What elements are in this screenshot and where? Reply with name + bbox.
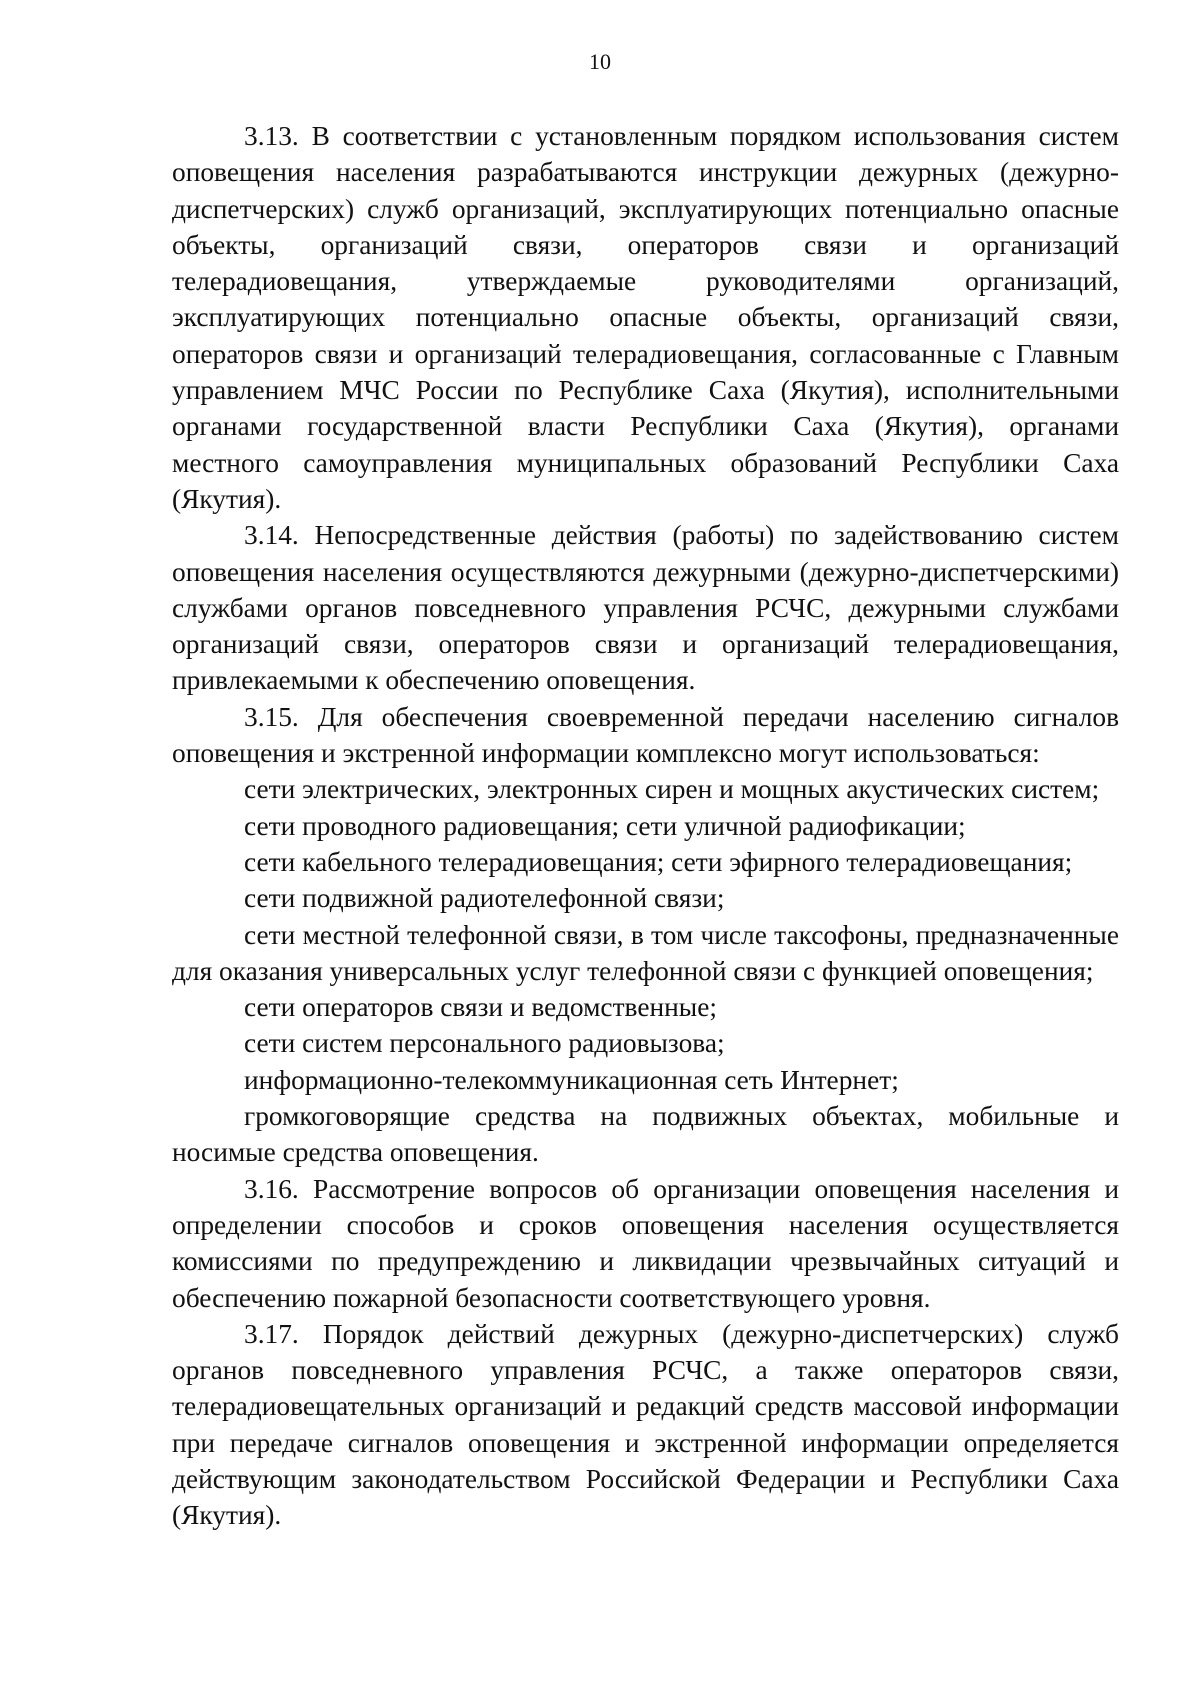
list-item: сети кабельного телерадиовещания; сети эфирного телерадиовещания; [244, 846, 1073, 877]
list-item: сети проводного радиовещания; сети уличной радиофикации; [244, 810, 966, 841]
list-item: сети операторов связи и ведомственные; [244, 992, 717, 1023]
paragraph-3-13: 3.13. В соответствии с установленным порядком использования систем оповещения населения разрабатываются инструкции дежурных (дежурно-диспетчерских) служб организаций, эксплуатирующих потенциально опасные объекты, организаций связи, операторов связи и организаций телерадиовещания, утверждаемые руководителями организаций, эксплуатирующих потенциально опасные объекты, организаций связи, операторов связи и организаций телерадиовещания, согласованные с Главным управлением МЧС России по Республике Саха (Якутия), исполнительными органами государственной власти Республики Саха (Якутия), органами местного самоуправления муниципальных образований Республики Саха (Якутия). [172, 121, 1119, 514]
list-item: громкоговорящие средства на подвижных объектах, мобильные и носимые средства оповещения. [172, 1101, 1119, 1168]
list-item: сети местной телефонной связи, в том числе таксофоны, предназначенные для оказания универсальных услуг телефонной связи с функцией оповещения; [172, 919, 1119, 986]
list-item: сети электрических, электронных сирен и мощных акустических систем; [244, 774, 1100, 805]
list-item: информационно-телекоммуникационная сеть Интернет; [244, 1064, 899, 1095]
paragraph-3-15: 3.15. Для обеспечения своевременной передачи населению сигналов оповещения и экстренной информации комплексно могут использоваться: [172, 701, 1119, 769]
list-item: сети подвижной радиотелефонной связи; [244, 883, 725, 914]
page-number: 10 [589, 49, 611, 74]
list-item: сети систем персонального радиовызова; [244, 1028, 725, 1059]
document-body [172, 118, 1119, 1534]
paragraph-3-14: 3.14. Непосредственные действия (работы) по задействованию систем оповещения населения осуществляются дежурными (дежурно-диспетчерскими) службами органов повседневного управления РСЧС, дежурными службами организаций связи, операторов связи и организаций телерадиовещания, привлекаемыми к обеспечению оповещения. [172, 520, 1119, 696]
paragraph-3-17: 3.17. Порядок действий дежурных (дежурно-диспетчерских) служб органов повседневного управления РСЧС, а также операторов связи, телерадиовещательных организаций и редакций средств массовой информации при передаче сигналов оповещения и экстренной информации определяется действующим законодательством Российской Федерации и Республики Саха (Якутия). [172, 1318, 1119, 1531]
paragraph-3-16: 3.16. Рассмотрение вопросов об организации оповещения населения и определении способов и сроков оповещения населения осуществляется комиссиями по предупреждению и ликвидации чрезвычайных ситуаций и обеспечению пожарной безопасности соответствующего уровня. [172, 1173, 1119, 1313]
